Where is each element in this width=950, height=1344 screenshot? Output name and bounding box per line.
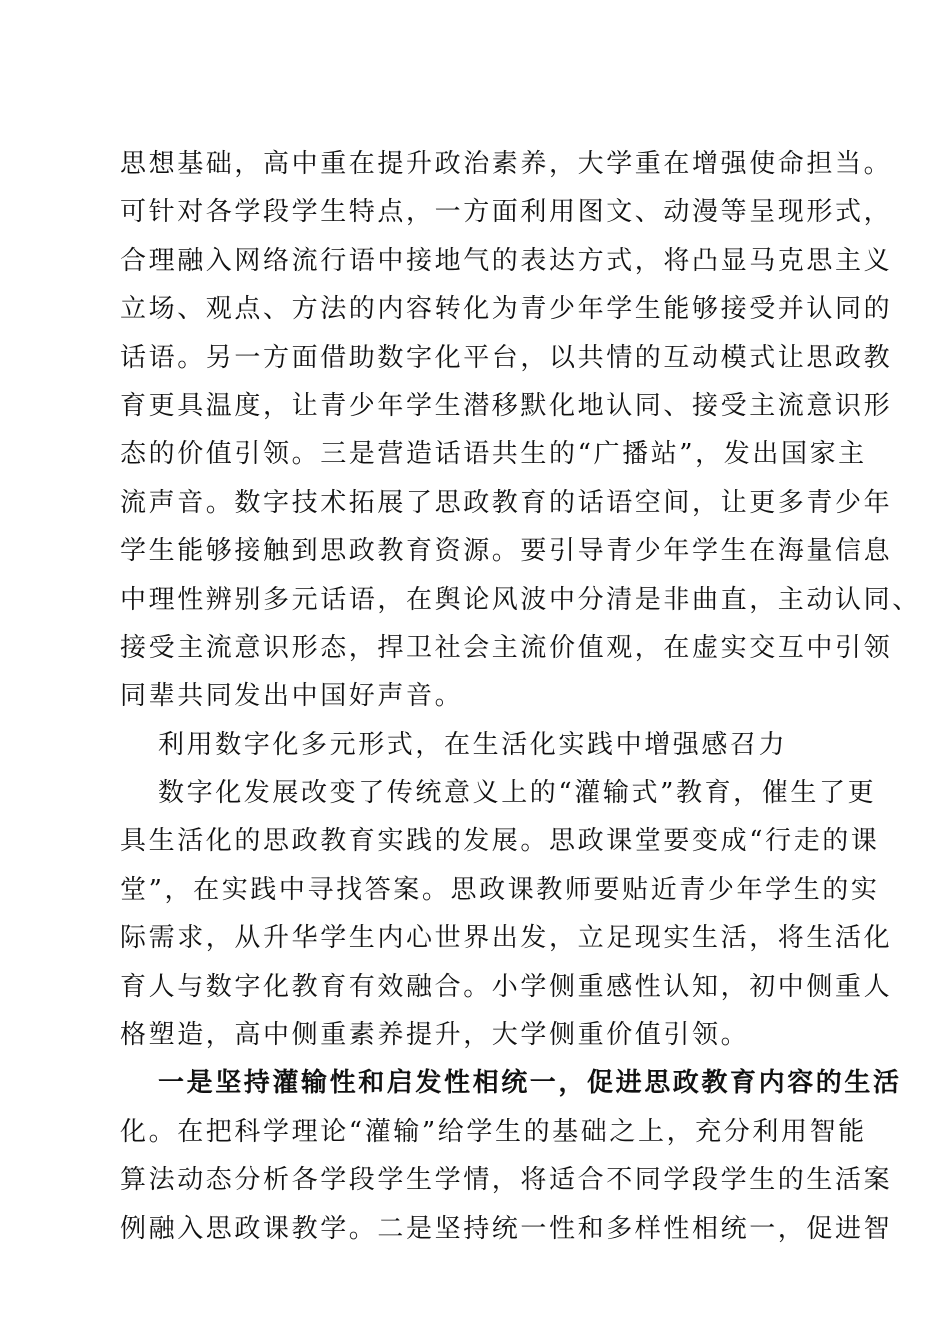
text-line: 具生活化的思政教育实践的发展。思政课堂要变成“行走的课 (120, 826, 880, 857)
text-line: 话语。另一方面借助数字化平台，以共情的互动模式让思政教 (120, 342, 893, 373)
text-line: 学生能够接触到思政教育资源。要引导青少年学生在海量信息 (120, 536, 893, 567)
text-line: 立场、观点、方法的内容转化为青少年学生能够接受并认同的 (120, 294, 893, 325)
body-text (120, 140, 921, 1253)
text-line: 可针对各学段学生特点，一方面利用图文、动漫等呈现形式， (120, 197, 893, 228)
text-line: 同辈共同发出中国好声音。 (120, 681, 464, 712)
text-line: 育人与数字化教育有效融合。小学侧重感性认知，初中侧重人 (120, 971, 893, 1002)
text-line: 态的价值引领。三是营造话语共生的“广播站”，发出国家主 (120, 439, 867, 470)
text-line: 合理融入网络流行语中接地气的表达方式，将凸显马克思主义 (120, 245, 893, 276)
text-line: 中理性辨别多元话语，在舆论风波中分清是非曲直，主动认同、 (120, 584, 921, 615)
text-line: 一是坚持灌输性和启发性相统一，促进思政教育内容的生活 (158, 1068, 902, 1099)
text-line: 堂”，在实践中寻找答案。思政课教师要贴近青少年学生的实 (120, 874, 880, 905)
text-line: 思想基础，高中重在提升政治素养，大学重在增强使命担当。 (120, 149, 893, 179)
text-line: 格塑造，高中侧重素养提升，大学侧重价值引领。 (120, 1020, 750, 1051)
text-line: 际需求，从升华学生内心世界出发，立足现实生活，将生活化 (120, 923, 893, 954)
text-line: 例融入思政课教学。二是坚持统一性和多样性相统一，促进智 (120, 1213, 893, 1244)
text-line: 流声音。数字技术拓展了思政教育的话语空间，让更多青少年 (120, 487, 893, 518)
text-line: 育更具温度，让青少年学生潜移默化地认同、接受主流意识形 (120, 390, 893, 421)
text-line: 数字化发展改变了传统意义上的“灌输式”教育，催生了更 (158, 778, 877, 809)
text-line: 接受主流意识形态，捍卫社会主流价值观，在虚实交互中引领 (120, 632, 893, 663)
text-line: 利用数字化多元形式，在生活化实践中增强感召力 (158, 729, 788, 760)
text-line: 化。在把科学理论“灌输”给学生的基础之上，充分利用智能 (120, 1116, 867, 1147)
text-line: 算法动态分析各学段学生学情，将适合不同学段学生的生活案 (120, 1165, 893, 1196)
